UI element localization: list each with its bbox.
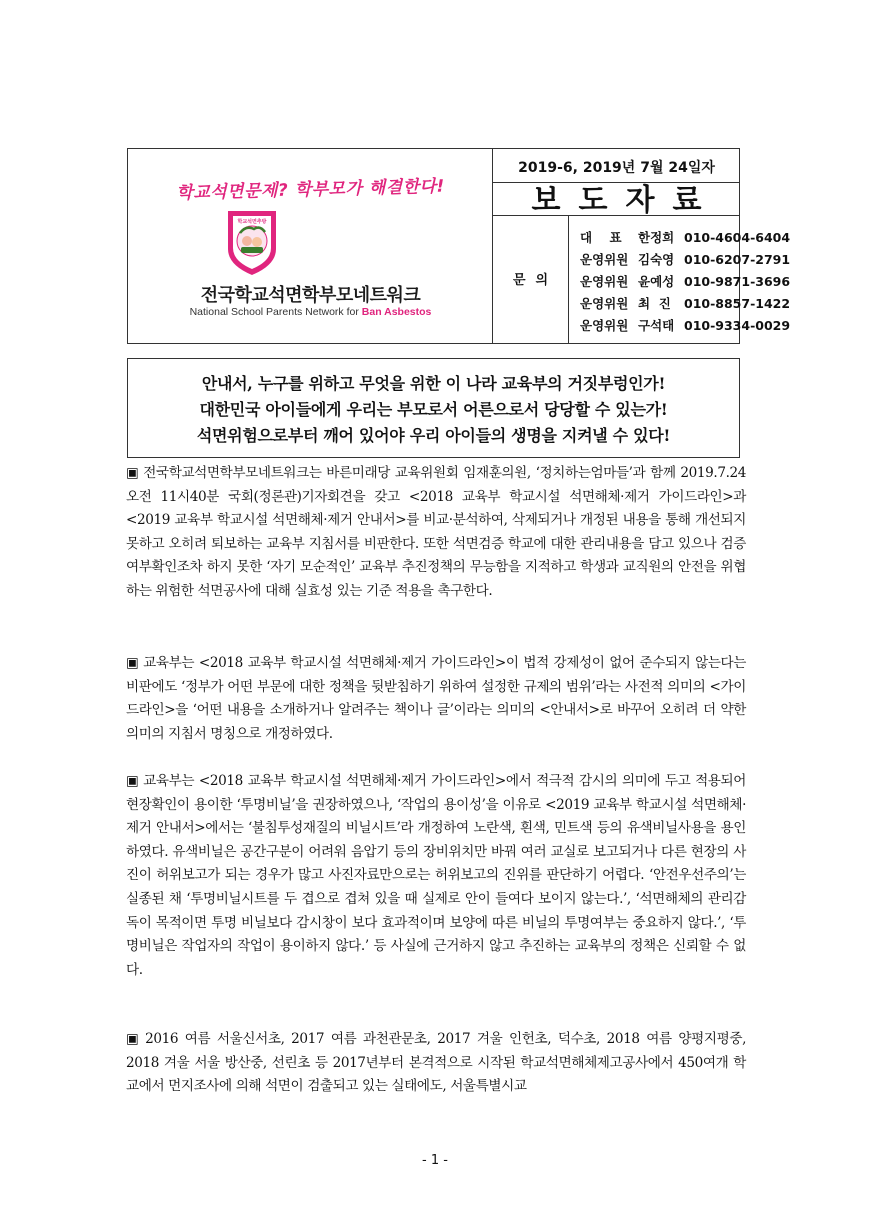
contact-role: 대 표 bbox=[580, 230, 622, 245]
slogan: 학교석면문제? 학부모가 해결한다! bbox=[176, 176, 445, 204]
org-sub-highlight: Ban Asbestos bbox=[361, 306, 432, 318]
contact-row bbox=[580, 249, 791, 271]
contact-name: 김숙영 bbox=[638, 252, 675, 267]
contact-row bbox=[580, 227, 791, 249]
headline-line: 안내서, 누구를 위하고 무엇을 위한 이 나라 교육부의 거짓부렁인가! bbox=[201, 374, 666, 393]
header-table bbox=[127, 148, 791, 344]
contact-role: 운영위원 bbox=[580, 296, 629, 311]
body-paragraph: ▣ 교육부는 <2018 교육부 학교시설 석면해체·제거 가이드라인>에서 적극적 감시의 의미에 두고 적용되어 현장확인이 용이한 ‘투명비닐’을 권장하였으나, ‘작업의 용이성’을 이유로 <2019 교육부 학교시설 석면해체·제거 안내서>에서는 ‘불침투성재질의 비닐시트’라 개정하여 노란색, 흰색, 민트색 등의 유색비닐사용을 용인하였다. 유색비닐은 공간구분이 어려워 음압기 등의 장비위치만 바꿔 여러 교실로 보고되거나 다른 현장의 사진이 허위보고가 되는 경우가 많고 사진자료만으로는 허위보고의 진위를 판단하기 어렵다. ‘안전우선주의’는 실종된 채 ‘투명비닐시트를 두 겹으로 겹쳐 있을 때 실제로 안이 들여다 보이지 않는다.’, ‘석면해체의 관리감독이 목적이면 투명 비닐보다 감시창이 보다 효과적이며 보양에 따른 비닐의 투명여부는 중요하지 않다.’, ‘투명비닐은 작업자의 작업이 용이하지 않다.’ 등 사실에 근거하지 않고 추진하는 교육부의 정책은 신뢰할 수 없다. bbox=[126, 773, 746, 978]
body-paragraph: ▣ 교육부는 <2018 교육부 학교시설 석면해체·제거 가이드라인>이 법적 강제성이 없어 준수되지 않는다는 비판에도 ‘정부가 어떤 부문에 대한 정책을 뒷받침하기 위하여 설정한 규제의 범위’라는 사전적 의미의 <가이드라인>을 ‘어떤 내용을 소개하거나 알려주는 책이나 글’이라는 의미의 <안내서>로 바꾸어 오히려 더 약한 의미의 지침서 명칭으로 개정하였다. bbox=[126, 655, 746, 742]
contact-name: 윤예성 bbox=[638, 274, 675, 289]
release-date: 2019-6, 2019년 7월 24일자 bbox=[518, 160, 715, 176]
headline-box bbox=[127, 358, 740, 458]
contact-phone: 010-9871-3696 bbox=[684, 274, 791, 289]
page-number: - 1 - bbox=[422, 1153, 448, 1168]
contact-name: 한정희 bbox=[638, 230, 675, 245]
press-release-title: 보도자료 bbox=[531, 183, 720, 218]
divider bbox=[568, 215, 569, 343]
organization-name: 전국학교석면학부모네트워크 bbox=[200, 285, 421, 306]
contact-row bbox=[580, 293, 791, 315]
organization-english-name bbox=[128, 306, 493, 318]
contact-role: 운영위원 bbox=[580, 318, 629, 333]
contact-list bbox=[580, 227, 791, 337]
emblem-text: 학교석면추방 bbox=[237, 219, 267, 225]
contact-name: 최 진 bbox=[638, 296, 671, 311]
contact-role: 운영위원 bbox=[580, 252, 629, 267]
contact-role: 운영위원 bbox=[580, 274, 629, 289]
contact-phone: 010-9334-0029 bbox=[684, 318, 791, 333]
inquiry-label: 문의 bbox=[512, 273, 559, 288]
headline-line: 대한민국 아이들에게 우리는 부모로서 어른으로서 당당할 수 있는가! bbox=[199, 400, 668, 419]
contact-phone: 010-6207-2791 bbox=[684, 252, 791, 267]
org-sub-prefix: National School Parents Network for bbox=[189, 306, 362, 318]
emblem-logo-icon bbox=[224, 205, 280, 277]
body-paragraph: ▣ 전국학교석면학부모네트워크는 바른미래당 교육위원회 임재훈의원, ‘정치하는엄마들’과 함께 2019.7.24 오전 11시40분 국회(정론관)기자회견을 갖고 <2018 교육부 학교시설 석면해체·제거 가이드라인>과 <2019 교육부 학교시설 석면해체·제거 안내서>를 비교·분석하여, 삭제되거나 개정된 내용을 통해 개선되지 못하고 오히려 퇴보하는 교육부 지침서를 비판한다. 또한 석면검증 학교에 대한 관리내용을 담고 있으나 검증여부확인조차 하지 못한 ‘자기 모순적인’ 교육부 추진정책의 무능함을 지적하고 학생과 교직원의 안전을 위협하는 위험한 석면공사에 대해 실효성 있는 기준 적용을 촉구한다. bbox=[126, 465, 746, 599]
contact-row bbox=[580, 315, 791, 337]
contact-phone: 010-8857-1422 bbox=[684, 296, 791, 311]
body-paragraph: ▣ 2016 여름 서울신서초, 2017 여름 과천관문초, 2017 겨울 인헌초, 덕수초, 2018 여름 양평지평중, 2018 겨울 서울 방산중, 선린초 등 2017년부터 본격적으로 시작된 학교석면해체제고공사에서 450여개 학교에서 먼지조사에 의해 석면이 검출되고 있는 실태에도, 서울특별시교 bbox=[126, 1031, 746, 1095]
contact-phone: 010-4604-6404 bbox=[684, 230, 791, 245]
contact-name: 구석태 bbox=[638, 318, 675, 333]
headline-line: 석면위험으로부터 깨어 있어야 우리 아이들의 생명을 지켜낼 수 있다! bbox=[196, 426, 671, 445]
contact-row bbox=[580, 271, 791, 293]
